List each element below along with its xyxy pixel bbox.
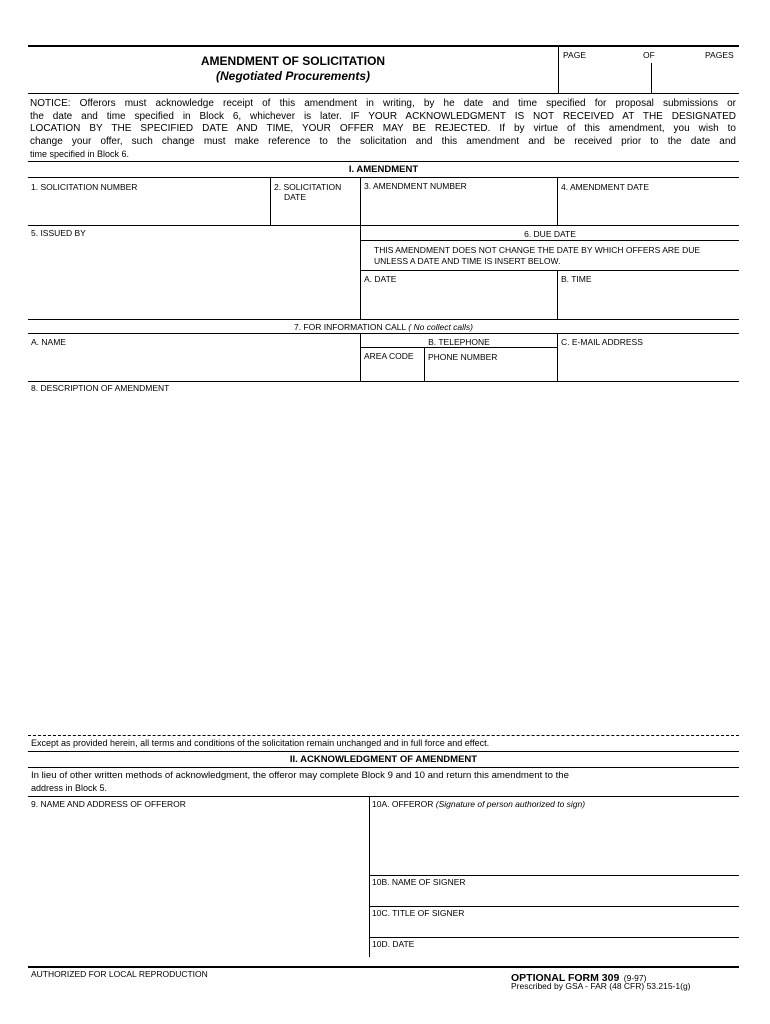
section-2-title: II. ACKNOWLEDGMENT OF AMENDMENT bbox=[289, 754, 478, 765]
row2-bottom-rule bbox=[28, 319, 739, 320]
section-1-title-rule bbox=[28, 177, 739, 178]
area-code-field[interactable] bbox=[361, 362, 423, 380]
description-field[interactable] bbox=[29, 395, 739, 733]
signer-date-label: 10D. DATE bbox=[372, 939, 415, 949]
amendment-number-label: 3. AMENDMENT NUMBER bbox=[364, 181, 467, 191]
solicitation-number-label: 1. SOLICITATION NUMBER bbox=[31, 182, 138, 192]
due-date-a-label: A. DATE bbox=[364, 274, 397, 284]
lieu-line-1: In lieu of other written methods of acknowledgment, the offeror may complete Block 9 and 10 and return this amendment to the bbox=[31, 770, 569, 781]
total-pages-field[interactable] bbox=[653, 62, 739, 92]
due-date-field[interactable] bbox=[361, 286, 556, 318]
telephone-rule bbox=[360, 347, 557, 348]
signer-date-field[interactable] bbox=[370, 950, 739, 966]
form-name: OPTIONAL FORM 309 bbox=[511, 972, 620, 984]
authorized-reproduction: AUTHORIZED FOR LOCAL REPRODUCTION bbox=[31, 969, 208, 979]
contact-name-field[interactable] bbox=[29, 349, 359, 380]
amendment-date-label: 4. AMENDMENT DATE bbox=[561, 182, 650, 192]
of-label: OF bbox=[643, 50, 655, 60]
section-2-top-rule bbox=[28, 751, 739, 752]
due-date-note-rule bbox=[360, 270, 739, 271]
header-bottom-rule bbox=[28, 93, 739, 94]
area-code-label: AREA CODE bbox=[364, 351, 414, 361]
form-revision: (9-97) bbox=[623, 973, 647, 983]
name-of-signer-label: 10B. NAME OF SIGNER bbox=[372, 877, 466, 887]
solicitation-date-label: 2. SOLICITATION bbox=[274, 182, 342, 192]
section-1-title: I. AMENDMENT bbox=[348, 164, 419, 175]
page-of-divider bbox=[651, 63, 652, 93]
amendment-date-field[interactable] bbox=[558, 194, 739, 224]
info-call-text: 7. FOR INFORMATION CALL bbox=[293, 322, 406, 332]
solicitation-date-field[interactable] bbox=[271, 204, 359, 224]
name-address-label: 9. NAME AND ADDRESS OF OFFEROR bbox=[31, 799, 186, 809]
info-call-label bbox=[28, 322, 739, 332]
no-collect-note: ( No collect calls) bbox=[408, 322, 474, 332]
notice-line-4: change your offer, such change must make reference to the solicitation and this amendment and be received prior to the date and bbox=[30, 135, 736, 147]
notice-line-1: NOTICE: Offerors must acknowledge receipt of this amendment in writing, by he date and time specified for proposal submissions or bbox=[30, 98, 736, 109]
due-date-note-2: UNLESS A DATE AND TIME IS INSERT BELOW. bbox=[374, 256, 561, 266]
info-call-rule bbox=[28, 333, 739, 334]
description-label: 8. DESCRIPTION OF AMENDMENT bbox=[31, 383, 170, 393]
section-1-top-rule bbox=[28, 161, 739, 162]
email-field[interactable] bbox=[558, 349, 739, 380]
form-title: AMENDMENT OF SOLICITATION bbox=[200, 54, 386, 68]
notice-line-5: time specified in Block 6. bbox=[30, 149, 130, 159]
page-label: PAGE bbox=[563, 50, 586, 60]
offeror-signature-note: (Signature of person authorized to sign) bbox=[435, 799, 586, 809]
section-2-notice-rule bbox=[28, 796, 739, 797]
name-of-signer-field[interactable] bbox=[370, 889, 739, 905]
notice-line-2: the date and time specified in Block 6, whichever is later. IF YOUR ACKNOWLEDGMENT IS NOT RECEIVED AT THE DESIGNATED bbox=[30, 110, 736, 122]
contact-name-label: A. NAME bbox=[31, 337, 66, 347]
description-bottom-rule bbox=[28, 735, 739, 736]
solicitation-number-field[interactable] bbox=[29, 194, 269, 224]
lieu-line-2: address in Block 5. bbox=[31, 783, 108, 793]
name-signer-rule bbox=[369, 906, 739, 907]
offeror-signature-field[interactable] bbox=[370, 811, 739, 874]
title-signer-rule bbox=[369, 937, 739, 938]
row1-bottom-rule bbox=[28, 225, 739, 226]
due-date-note-1: THIS AMENDMENT DOES NOT CHANGE THE DATE BY WHICH OFFERS ARE DUE bbox=[374, 245, 701, 255]
notice-line-3: LOCATION BY THE SPECIFIED DATE AND TIME, YOUR OFFER MAY BE REJECTED. If by virtue of this amendment, you wish to bbox=[30, 123, 736, 134]
issued-by-label: 5. ISSUED BY bbox=[31, 228, 86, 238]
section-2-title-rule bbox=[28, 767, 739, 768]
email-label: C. E-MAIL ADDRESS bbox=[561, 337, 643, 347]
page-number-field[interactable] bbox=[560, 62, 649, 92]
offeror-signature-label bbox=[372, 799, 585, 809]
due-time-field[interactable] bbox=[558, 286, 739, 318]
name-address-field[interactable] bbox=[29, 811, 368, 956]
phone-number-field[interactable] bbox=[425, 363, 556, 380]
due-date-label: 6. DUE DATE bbox=[524, 229, 576, 239]
form-subtitle: (Negotiated Procurements) bbox=[215, 69, 371, 83]
due-time-b-label: B. TIME bbox=[561, 274, 592, 284]
phone-number-label: PHONE NUMBER bbox=[428, 352, 498, 362]
pages-label: PAGES bbox=[705, 50, 734, 60]
header-divider bbox=[558, 45, 559, 93]
title-of-signer-label: 10C. TITLE OF SIGNER bbox=[372, 908, 465, 918]
solicitation-date-label-2: DATE bbox=[284, 192, 307, 202]
prescribed-by: Prescribed by GSA - FAR (48 CFR) 53.215-1(g) bbox=[511, 981, 691, 991]
row3-bottom-rule bbox=[28, 381, 739, 382]
signature-rule bbox=[369, 875, 739, 876]
top-rule bbox=[28, 45, 739, 47]
due-date-rule bbox=[360, 240, 739, 241]
issued-by-field[interactable] bbox=[29, 240, 359, 318]
except-text: Except as provided herein, all terms and conditions of the solicitation remain unchanged and in full force and effect. bbox=[31, 738, 490, 748]
offeror-signature-text: 10A. OFFEROR bbox=[372, 799, 434, 809]
telephone-label: B. TELEPHONE bbox=[428, 337, 490, 347]
amendment-number-field[interactable] bbox=[361, 193, 556, 224]
title-of-signer-field[interactable] bbox=[370, 920, 739, 936]
